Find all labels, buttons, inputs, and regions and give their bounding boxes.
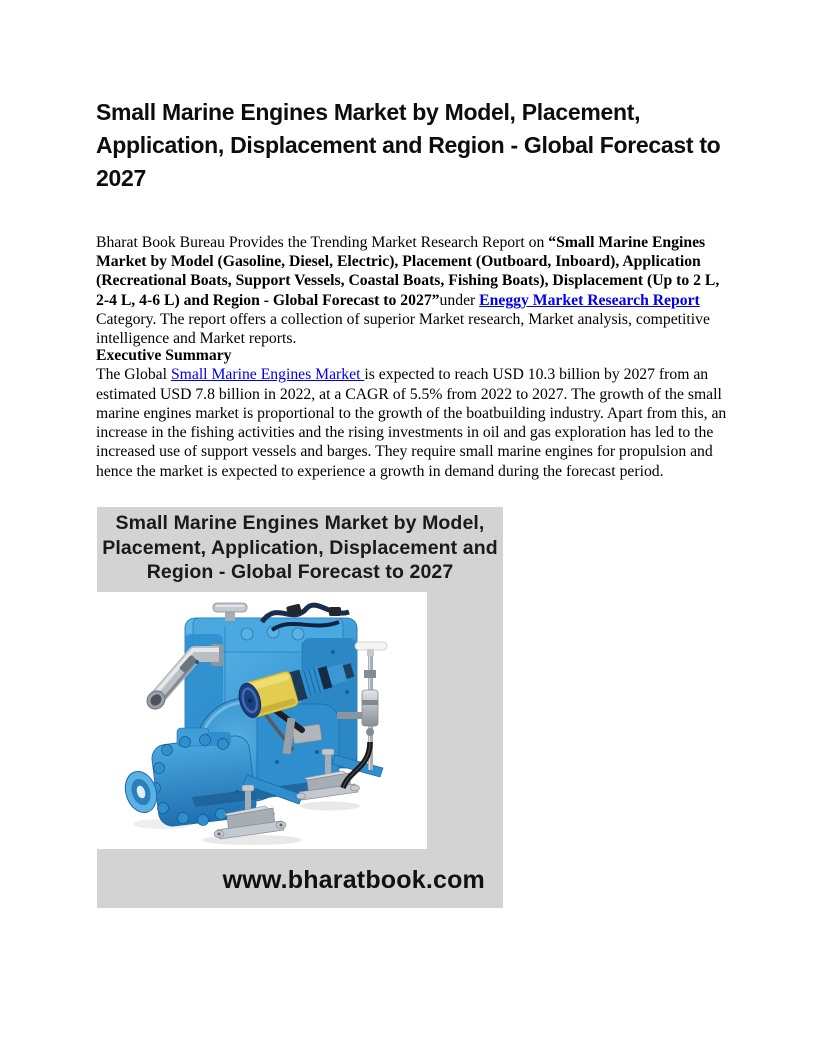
intro-bold-report-name: “Small Marine Engines Market by Model (Gasoline, Diesel, Electric), Placement (Outboard, Inboard), Application (Recreational Boats, Support Vessels, Coastal Boats, Fishing Boats), Displacement (Up to 2 L, 2-4 L, 4-6 L) and Region - Global Forecast to 2027”	[96, 233, 720, 309]
banner-title-line-1: Small Marine Engines Market by Model,	[115, 512, 485, 534]
banner-title-line-2: Placement, Application, Displacement and	[102, 536, 498, 559]
link-eneggy-market-research-report[interactable]: Eneggy Market Research Report	[479, 291, 700, 309]
page-title-line-2: Application, Displacement and Region - Global Forecast to	[96, 132, 721, 158]
intro-text-run-2: under	[439, 291, 480, 309]
intro-paragraph	[96, 233, 728, 349]
executive-summary-heading: Executive Summary	[96, 347, 232, 364]
exec-text-run-1: The Global	[96, 366, 171, 384]
marine-engine-image	[97, 592, 427, 849]
executive-summary	[96, 346, 728, 481]
page-title-line-1: Small Marine Engines Market by Model, Placement,	[96, 99, 641, 125]
page-title-line-3: 2027	[96, 165, 146, 191]
executive-summary-paragraph	[96, 365, 728, 481]
page-title	[96, 96, 736, 195]
intro-text-run-3: Category. The report offers a collection of superior Market research, Market analysis, competitive intelligence and Market reports.	[96, 310, 710, 348]
intro-text-run-1: Bharat Book Bureau Provides the Trending Market Research Report on	[96, 233, 549, 251]
promo-banner	[97, 507, 503, 908]
banner-title-line-3: Region - Global Forecast to 2027	[146, 561, 454, 583]
engine-photo-area	[97, 592, 427, 849]
link-small-marine-engines-market[interactable]: Small Marine Engines Market	[170, 366, 365, 384]
banner-title	[97, 511, 503, 585]
website-text: www.bharatbook.com	[222, 866, 485, 894]
exec-text-run-2: is expected to reach USD 10.3 billion by 2027 from an estimated USD 7.8 billion in 2022, at a CAGR of 5.5% from 2022 to 2027. The growth of the small marine engines market is proportional to the growth of the boatbuilding industry. Apart from this, an increase in the fishing activities and the rising investments in oil and gas exploration has led to the increased use of support vessels and barges. They require small marine engines for propulsion and hence the market is expected to experience a growth in demand during the forecast period.	[96, 366, 727, 480]
